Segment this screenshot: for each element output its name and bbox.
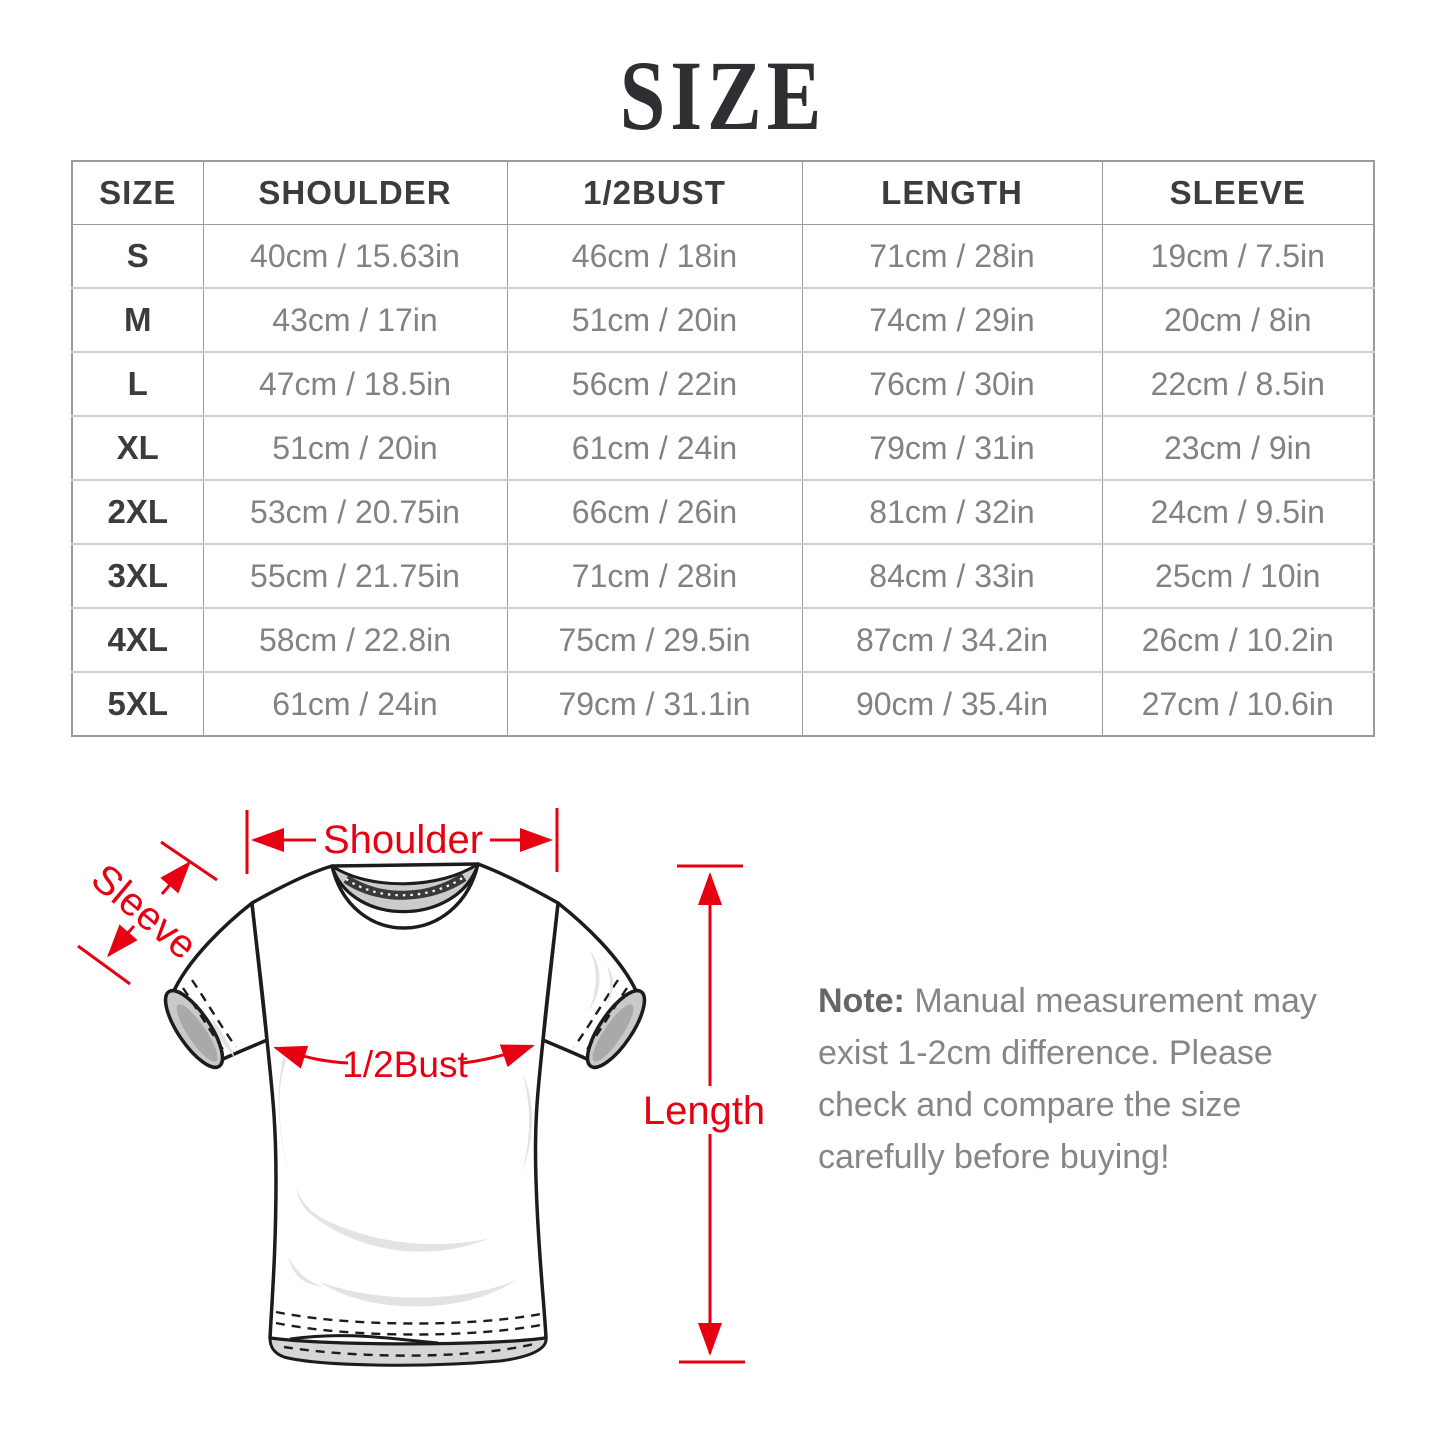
measurement-cell: 25cm / 10in xyxy=(1102,544,1374,608)
measurement-cell: 43cm / 17in xyxy=(203,288,507,352)
measurement-cell: 81cm / 32in xyxy=(802,480,1102,544)
measurement-cell: 20cm / 8in xyxy=(1102,288,1374,352)
sleeve-tick-bottom xyxy=(78,946,130,984)
note-label: Note: xyxy=(818,982,905,1020)
measurement-cell: 71cm / 28in xyxy=(507,544,802,608)
note-text: Manual measurement may xyxy=(914,982,1317,1020)
size-cell: M xyxy=(72,288,203,352)
measurement-cell: 46cm / 18in xyxy=(507,225,802,289)
measurement-cell: 23cm / 9in xyxy=(1102,416,1374,480)
measurement-cell: 84cm / 33in xyxy=(802,544,1102,608)
table-row xyxy=(72,672,1374,736)
column-header-sleeve: SLEEVE xyxy=(1102,161,1374,225)
note-line: check and compare the size xyxy=(818,1086,1242,1124)
measurement-cell: 24cm / 9.5in xyxy=(1102,480,1374,544)
size-cell: 3XL xyxy=(72,544,203,608)
note-line: carefully before buying! xyxy=(818,1138,1170,1176)
sleeve-arrow-down xyxy=(109,926,134,955)
measurement-cell: 53cm / 20.75in xyxy=(203,480,507,544)
measurement-cell: 56cm / 22in xyxy=(507,352,802,416)
measurement-cell: 19cm / 7.5in xyxy=(1102,225,1374,289)
measurement-cell: 61cm / 24in xyxy=(203,672,507,736)
measurement-cell: 87cm / 34.2in xyxy=(802,608,1102,672)
note-block xyxy=(818,975,1338,1183)
length-label: Length xyxy=(642,1089,766,1133)
table-row xyxy=(72,480,1374,544)
note-line: exist 1-2cm difference. Please xyxy=(818,1034,1273,1072)
size-cell: 5XL xyxy=(72,672,203,736)
column-header-shoulder: SHOULDER xyxy=(203,161,507,225)
column-header-length: LENGTH xyxy=(802,161,1102,225)
table-row xyxy=(72,544,1374,608)
size-cell: XL xyxy=(72,416,203,480)
half-bust-label: 1/2Bust xyxy=(342,1044,468,1085)
table-row xyxy=(72,416,1374,480)
measurement-cell: 51cm / 20in xyxy=(203,416,507,480)
measurement-cell: 76cm / 30in xyxy=(802,352,1102,416)
table-row xyxy=(72,608,1374,672)
size-table xyxy=(71,160,1375,737)
measurement-cell: 27cm / 10.6in xyxy=(1102,672,1374,736)
measurement-cell: 74cm / 29in xyxy=(802,288,1102,352)
measurement-cell: 51cm / 20in xyxy=(507,288,802,352)
table-row xyxy=(72,225,1374,289)
size-cell: 4XL xyxy=(72,608,203,672)
measurement-cell: 66cm / 26in xyxy=(507,480,802,544)
size-cell: L xyxy=(72,352,203,416)
measurement-cell: 55cm / 21.75in xyxy=(203,544,507,608)
shoulder-label: Shoulder xyxy=(322,818,484,862)
measurement-cell: 61cm / 24in xyxy=(507,416,802,480)
measurement-cell: 47cm / 18.5in xyxy=(203,352,507,416)
sleeve-arrow-up xyxy=(162,863,189,894)
measurement-cell: 75cm / 29.5in xyxy=(507,608,802,672)
page-title: SIZE xyxy=(619,40,826,151)
table-header-row xyxy=(72,161,1374,225)
measurement-cell: 79cm / 31.1in xyxy=(507,672,802,736)
measurement-cell: 79cm / 31in xyxy=(802,416,1102,480)
tshirt-measurement-diagram xyxy=(70,790,770,1430)
measurement-cell: 22cm / 8.5in xyxy=(1102,352,1374,416)
sleeve-tick-top xyxy=(161,842,217,880)
note-line xyxy=(818,975,1338,1027)
measurement-cell: 26cm / 10.2in xyxy=(1102,608,1374,672)
column-header-size: SIZE xyxy=(72,161,203,225)
size-cell: S xyxy=(72,225,203,289)
table-row xyxy=(72,352,1374,416)
table-row xyxy=(72,288,1374,352)
size-cell: 2XL xyxy=(72,480,203,544)
measurement-cell: 40cm / 15.63in xyxy=(203,225,507,289)
sleeve-label: Sleeve xyxy=(83,855,205,969)
column-header-halfbust: 1/2BUST xyxy=(507,161,802,225)
measurement-cell: 58cm / 22.8in xyxy=(203,608,507,672)
measurement-cell: 71cm / 28in xyxy=(802,225,1102,289)
measurement-cell: 90cm / 35.4in xyxy=(802,672,1102,736)
